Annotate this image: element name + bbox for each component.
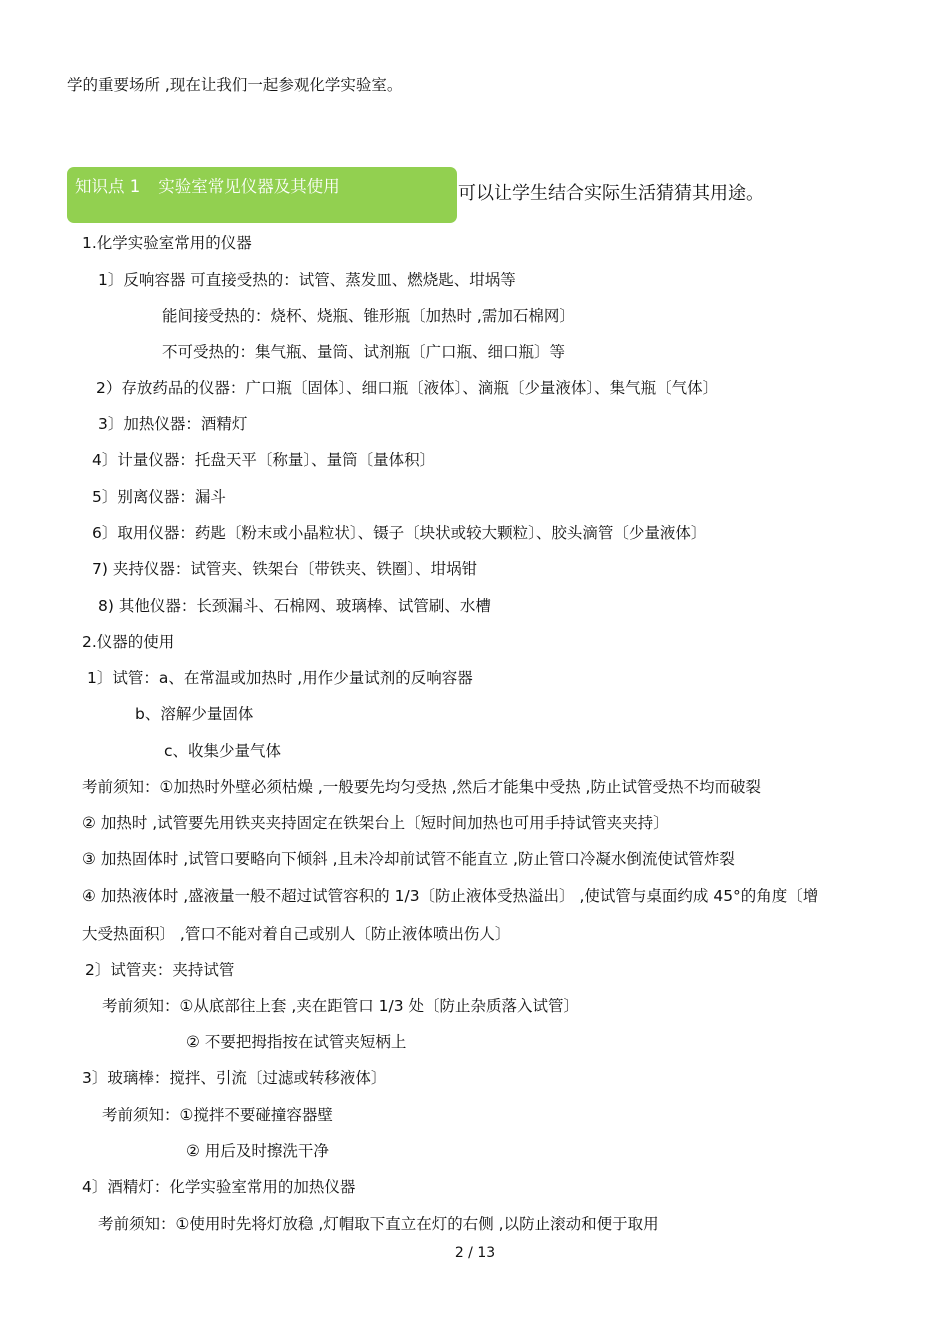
text-line: 4〕酒精灯：化学实验室常用的加热仪器 [82, 1178, 356, 1196]
text-line: 1.化学实验室常用的仪器 [82, 234, 252, 252]
text-line: 6〕取用仪器：药匙〔粉末或小晶粒状〕、镊子〔块状或较大颗粒〕、胶头滴管〔少量液体〕 [92, 524, 707, 542]
text-line: 1〕反响容器 可直接受热的：试管、蒸发皿、燃烧匙、坩埚等 [98, 271, 516, 289]
text-line: 7) 夹持仪器：试管夹、铁架台〔带铁夹、铁圈〕、坩埚钳 [92, 560, 478, 578]
teacher-side-note: 可以让学生结合实际生活猜猜其用途。 [458, 183, 764, 204]
text-line: 考前须知：①使用时先将灯放稳 ,灯帽取下直立在灯的右侧 ,以防止滚动和便于取用 [98, 1215, 659, 1233]
text-line: 考前须知：①搅拌不要碰撞容器壁 [102, 1106, 333, 1124]
text-line: 能间接受热的：烧杯、烧瓶、锥形瓶〔加热时 ,需加石棉网〕 [162, 307, 575, 325]
text-line: 4〕计量仪器：托盘天平〔称量〕、量筒〔量体积〕 [92, 451, 436, 469]
text-line: 3〕加热仪器：酒精灯 [98, 415, 248, 433]
text-line: ② 加热时 ,试管要先用铁夹夹持固定在铁架台上〔短时间加热也可用手持试管夹夹持〕 [82, 814, 669, 832]
text-line: 2.仪器的使用 [82, 633, 175, 651]
page-indicator: 2 / 13 [454, 1245, 496, 1261]
text-line: 3〕玻璃棒：搅拌、引流〔过滤或转移液体〕 [82, 1069, 387, 1087]
section-label: 知识点 1 [75, 177, 141, 196]
text-line: ② 用后及时擦洗干净 [186, 1142, 329, 1160]
text-line: b、溶解少量固体 [135, 705, 254, 723]
section-header-box [67, 167, 457, 223]
intro-line: 学的重要场所 ,现在让我们一起参观化学实验室。 [67, 76, 403, 94]
text-line: 不可受热的：集气瓶、量筒、试剂瓶〔广口瓶、细口瓶〕等 [162, 343, 566, 361]
text-line: ② 不要把拇指按在试管夹短柄上 [186, 1033, 407, 1051]
text-line: 考前须知：①加热时外壁必须枯燥 ,一般要先均匀受热 ,然后才能集中受热 ,防止试管受热不均而破裂 [82, 778, 761, 796]
text-line: 2）存放药品的仪器：广口瓶〔固体〕、细口瓶〔液体〕、滴瓶〔少量液体〕、集气瓶〔气体〕 [96, 379, 719, 397]
text-line: 2〕试管夹：夹持试管 [85, 961, 235, 979]
text-line: c、收集少量气体 [164, 742, 282, 760]
section-header-text [75, 176, 340, 198]
text-line: 1〕试管：a、在常温或加热时 ,用作少量试剂的反响容器 [87, 669, 473, 687]
text-line: ③ 加热固体时 ,试管口要略向下倾斜 ,且未冷却前试管不能直立 ,防止管口冷凝水倒流使试管炸裂 [82, 850, 735, 868]
text-line: 考前须知：①从底部往上套 ,夹在距管口 1/3 处〔防止杂质落入试管〕 [102, 997, 580, 1015]
text-line: ④ 加热液体时 ,盛液量一般不超过试管容积的 1/3〔防止液体受热溢出〕 ,使试管与桌面约成 45°的角度〔增 [82, 887, 819, 905]
section-title: 实验室常见仪器及其使用 [158, 177, 340, 196]
text-line: 5〕别离仪器：漏斗 [92, 488, 226, 506]
text-line: 8) 其他仪器：长颈漏斗、石棉网、玻璃棒、试管刷、水槽 [98, 597, 491, 615]
text-line: 大受热面积〕 ,管口不能对着自己或别人〔防止液体喷出伤人〕 [82, 925, 511, 943]
